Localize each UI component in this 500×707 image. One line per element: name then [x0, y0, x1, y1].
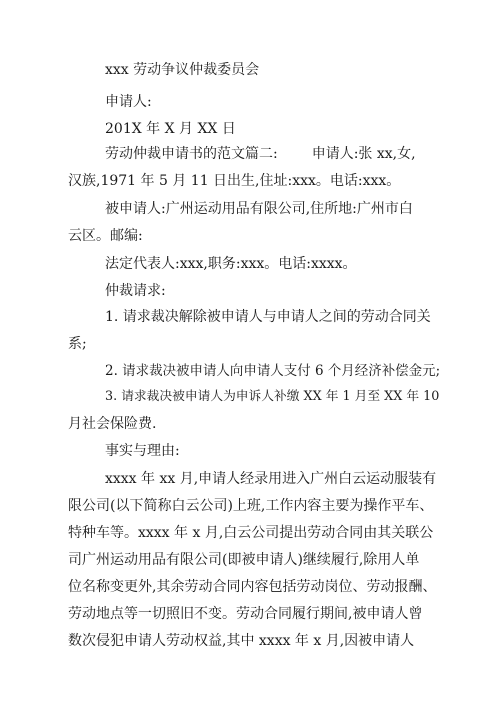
- facts-line-2: 限公司(以下简称白云公司)上班,工作内容主要为操作平车、: [68, 498, 434, 514]
- facts-line-6: 劳动地点等一切照旧不变。劳动合同履行期间,被申请人曾: [68, 606, 423, 622]
- claim-1-line-2: 系;: [68, 336, 87, 352]
- facts-line-4: 司广州运动用品有限公司(即被申请人)继续履行,除用人单: [68, 552, 420, 568]
- facts-line-3: 特种车等。xxxx 年 x 月,白云公司提出劳动合同由其关联公: [68, 525, 434, 541]
- addressee-line: xxx 劳动争议仲裁委员会: [105, 62, 260, 78]
- applicant-label: 申请人:: [105, 94, 152, 110]
- claims-title: 仲裁请求:: [105, 283, 166, 299]
- respondent-line-2: 云区。邮编:: [68, 228, 143, 244]
- facts-line-5: 位名称变更外,其余劳动合同内容包括劳动岗位、劳动报酬、: [68, 579, 437, 595]
- facts-line-7: 数次侵犯申请人劳动权益,其中 xxxx 年 x 月,因被申请人: [68, 633, 415, 649]
- claim-2-line: 2. 请求裁决被申请人向申请人支付 6 个月经济补偿金元;: [105, 363, 441, 379]
- claim-3-line-1: 3. 请求裁决被申请人为申诉人补缴 XX 年 1 月至 XX 年 10: [105, 389, 440, 404]
- legal-rep-line: 法定代表人:xxx,职务:xxx。电话:xxxx。: [105, 256, 357, 272]
- facts-title: 事实与理由:: [105, 443, 180, 459]
- facts-line-1: xxxx 年 xx 月,申请人经录用进入广州白云运动服装有: [105, 471, 437, 487]
- heading-line: [105, 146, 440, 162]
- claim-1-line-1: 1. 请求裁决解除被申请人与申请人之间的劳动合同关: [105, 309, 431, 325]
- applicant-start: 申请人:张 xx,女,: [311, 146, 416, 162]
- claim-3-line-2: 月社会保险费.: [68, 416, 157, 432]
- date-line: 201X 年 X 月 XX 日: [105, 121, 236, 137]
- applicant-details: 汉族,1971 年 5 月 11 日出生,住址:xxx。电话:xxx。: [68, 173, 401, 189]
- section-title: 劳动仲裁申请书的范文篇二:: [105, 146, 278, 162]
- respondent-line-1: 被申请人:广州运动用品有限公司,住所地:广州市白: [105, 201, 413, 217]
